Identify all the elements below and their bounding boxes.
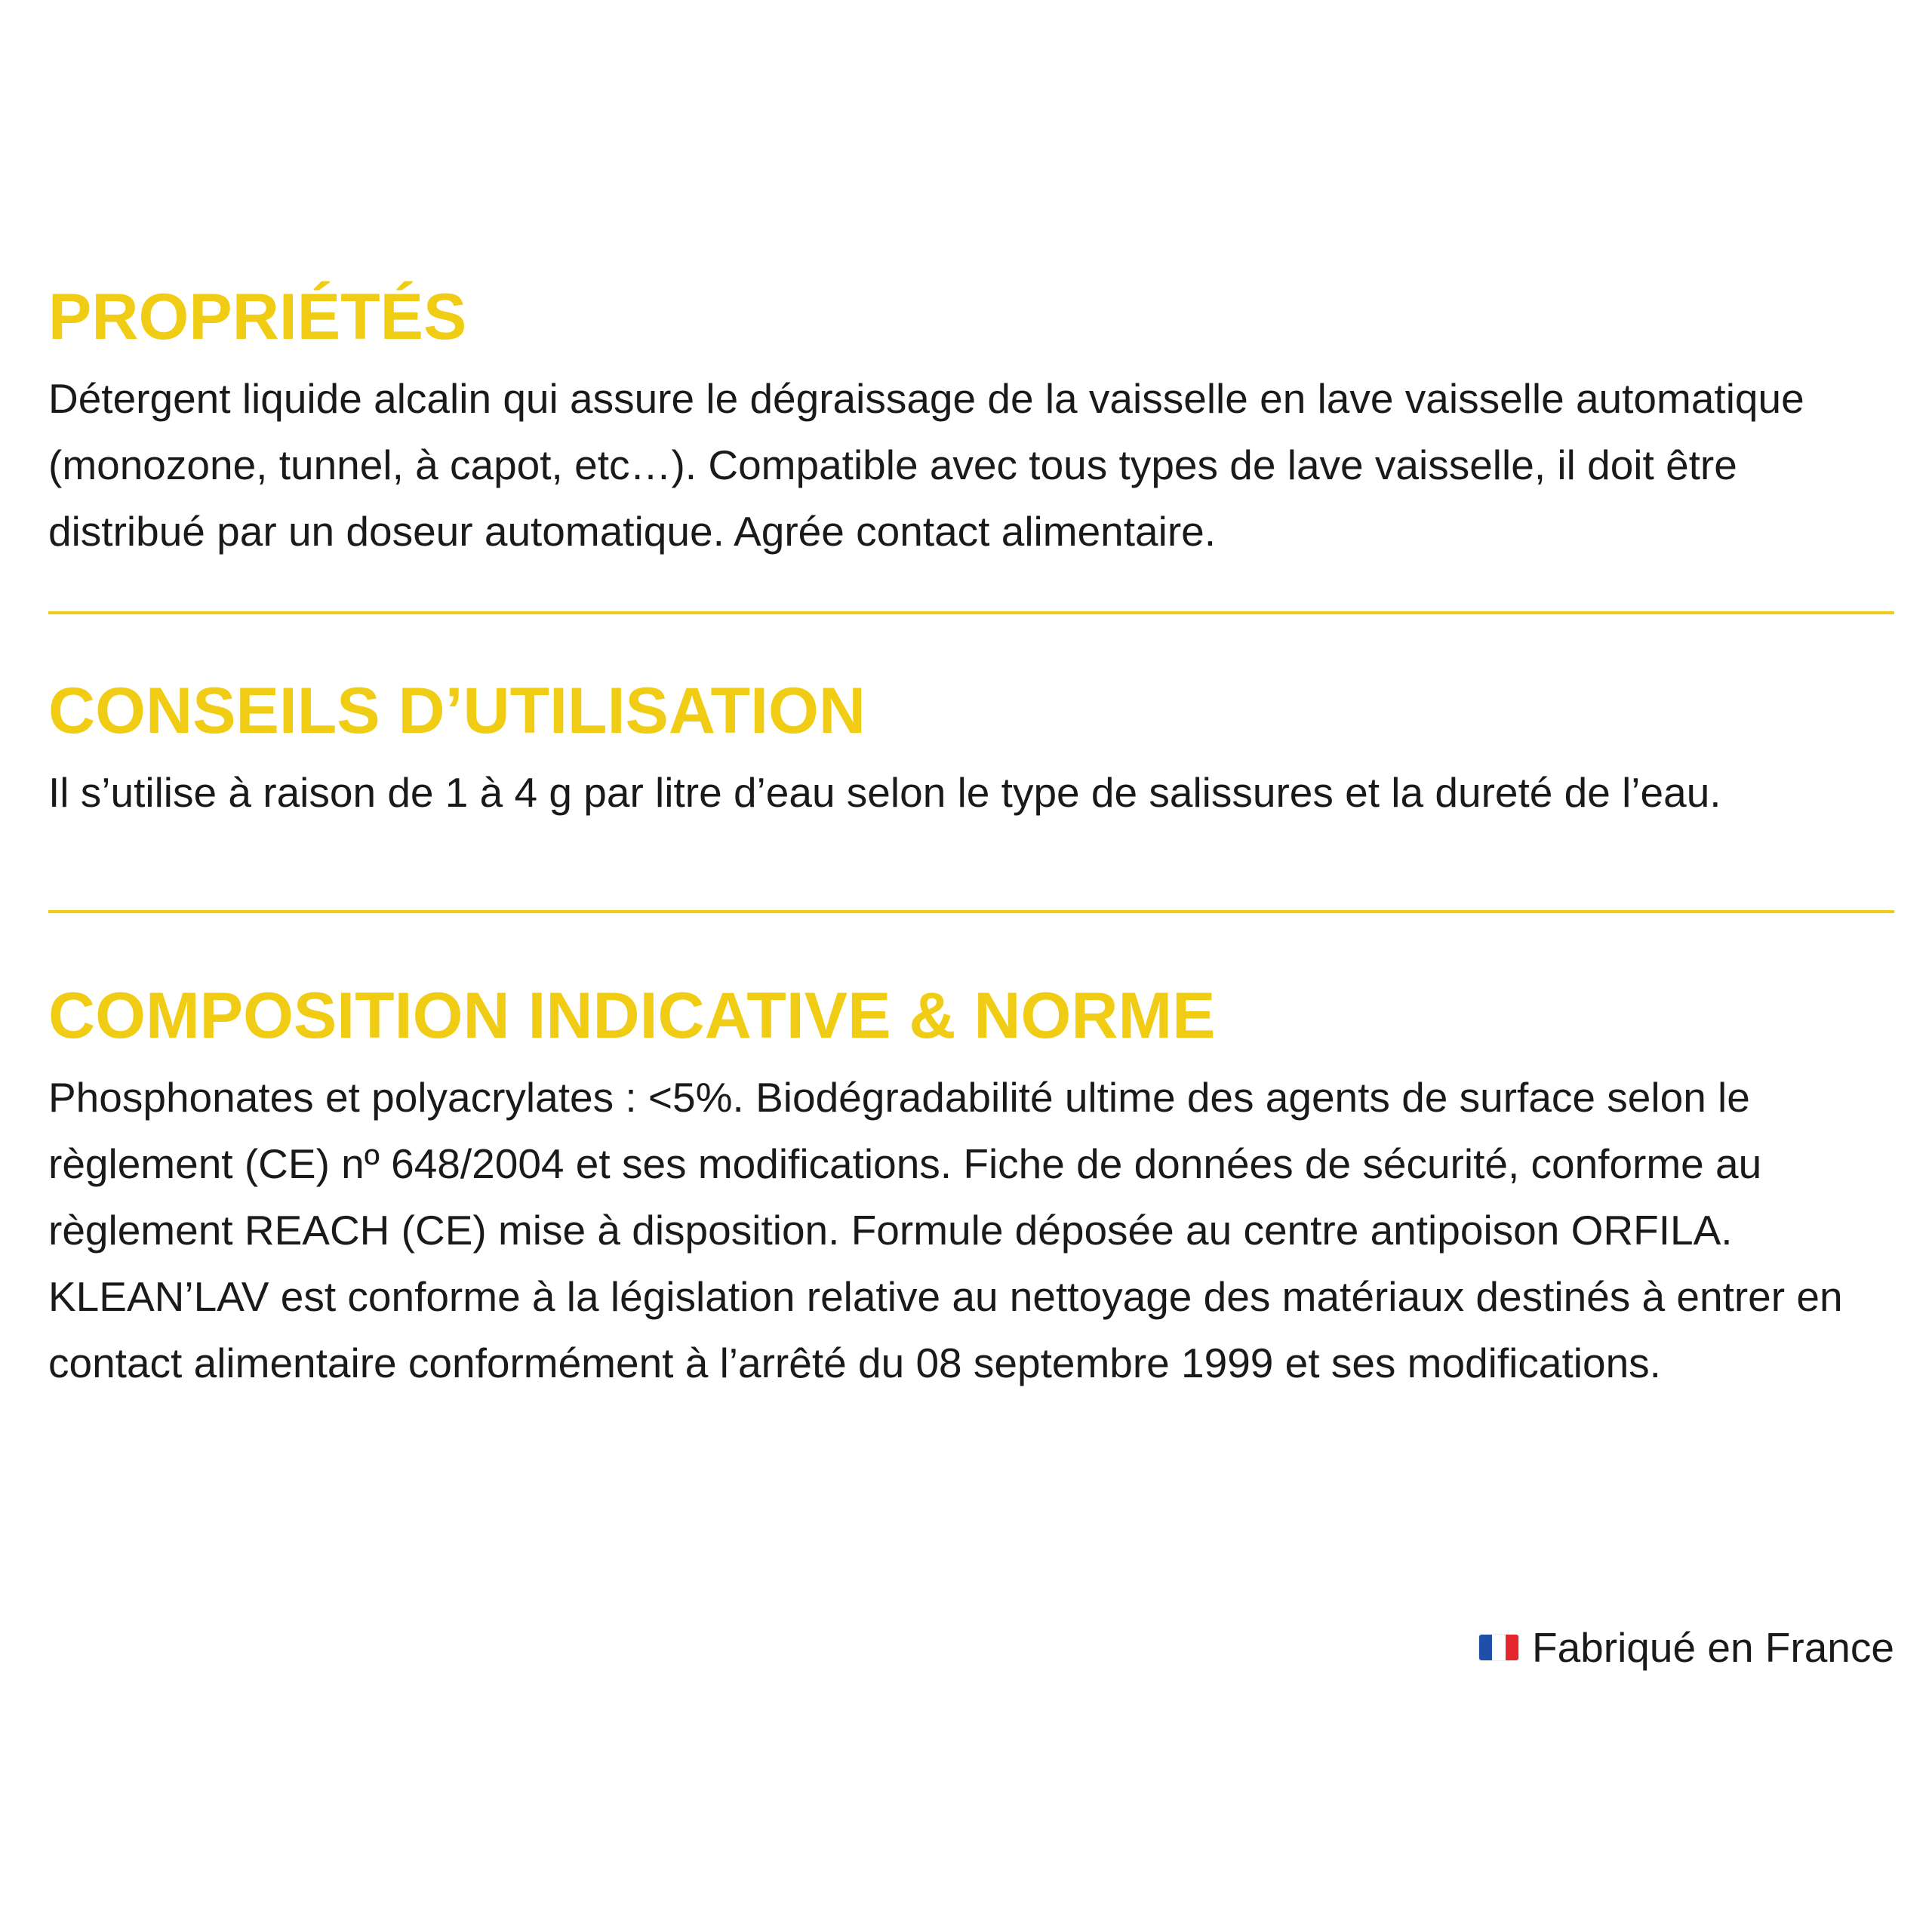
section-title-proprietes: PROPRIÉTÉS bbox=[48, 281, 467, 353]
section-body-proprietes: Détergent liquide alcalin qui assure le dégraissage de la vaisselle en lave vaisselle automatique (monozone, tunnel, à capot, etc…). Compatible avec tous types de lave vaisselle, il doit être distribué par un doseur automatique. Agrée contact alimentaire. bbox=[48, 375, 1804, 555]
section-title-composition: COMPOSITION INDICATIVE & NORME bbox=[48, 980, 1216, 1052]
product-info-sheet bbox=[48, 279, 1894, 1396]
section-title-conseils: CONSEILS D’UTILISATION bbox=[48, 675, 866, 747]
section-composition bbox=[48, 978, 1894, 1396]
section-body-composition: Phosphonates et polyacrylates : <5%. Biodégradabilité ultime des agents de surface selon le règlement (CE) nº 648/2004 et ses modifications. Fiche de données de sécurité, conforme au règlement REACH (CE) mise à disposition. Formule déposée au centre antipoison ORFILA. KLEAN’LAV est conforme à la législation relative au nettoyage des matériaux destinés à entrer en contact alimentaire conformément à l’arrêté du 08 septembre 1999 et ses modifications. bbox=[48, 1074, 1843, 1386]
section-divider bbox=[48, 611, 1894, 614]
france-flag-icon bbox=[1479, 1635, 1518, 1660]
made-in-label-text: Fabriqué en France bbox=[1532, 1624, 1894, 1671]
made-in-france-label bbox=[1479, 1617, 1894, 1678]
section-divider bbox=[48, 910, 1894, 913]
section-conseils-utilisation bbox=[48, 673, 1894, 826]
section-proprietes bbox=[48, 279, 1894, 565]
section-body-conseils: Il s’utilise à raison de 1 à 4 g par litre d’eau selon le type de salissures et la dureté de l’eau. bbox=[48, 769, 1721, 816]
